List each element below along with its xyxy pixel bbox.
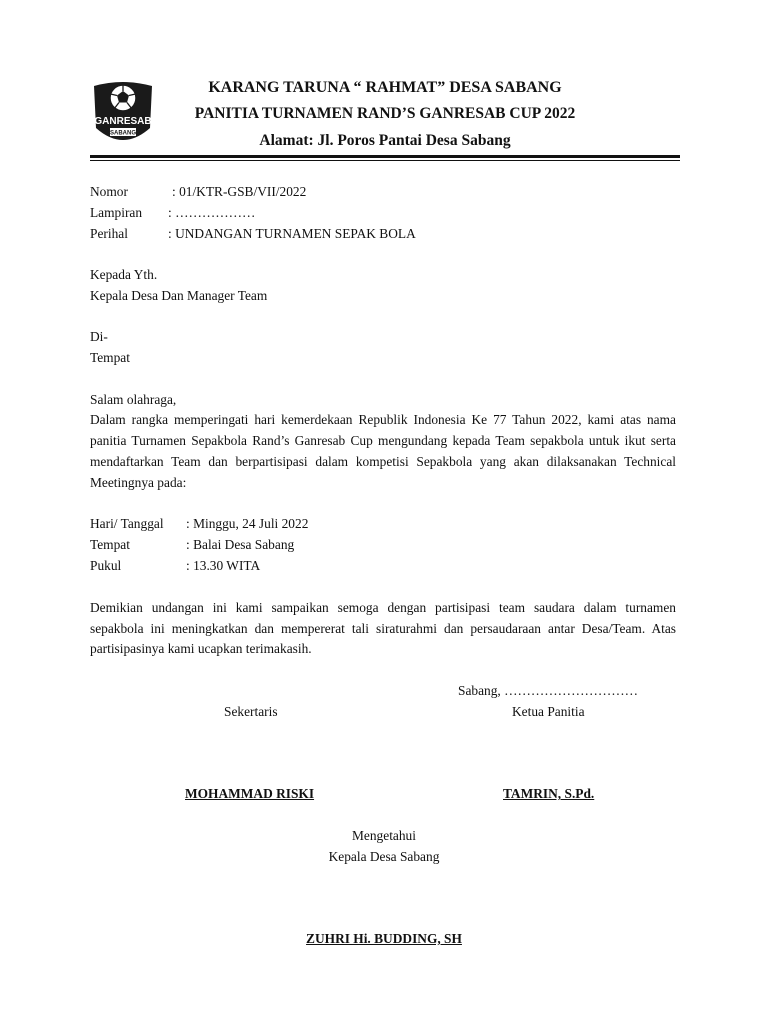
paragraph2-line: sepakbola ini meningkatkan dan mempererat tali siraturahmi dan persaudaraan antar Desa/Team. Atas <box>90 621 676 636</box>
meta-value-lampiran: : ……………… <box>168 205 256 220</box>
meta-label-lampiran: Lampiran <box>90 205 143 220</box>
meta-label-nomor: Nomor <box>90 184 128 199</box>
schedule-label-time: Pukul <box>90 558 122 573</box>
letterhead-address: Alamat: Jl. Poros Pantai Desa Sabang <box>259 132 511 149</box>
meta-value-nomor: : 01/KTR-GSB/VII/2022 <box>172 184 307 199</box>
salutation: Salam olahraga, <box>90 392 177 407</box>
paragraph1-line: Dalam rangka memperingati hari kemerdekaan Republik Indonesia Ke 77 Tahun 2022, kami atas nama <box>90 412 676 427</box>
logo-text-sub: SABANG <box>109 130 137 137</box>
signer-right-name: TAMRIN, S.Pd. <box>503 786 595 801</box>
recipient-greeting: Kepada Yth. <box>90 267 158 282</box>
acknowledge-role: Kepala Desa Sabang <box>328 849 440 864</box>
meta-value-perihal: : UNDANGAN TURNAMEN SEPAK BOLA <box>168 226 416 241</box>
letterhead-committee: PANITIA TURNAMEN RAND’S GANRESAB CUP 2022 <box>194 105 576 122</box>
paragraph1-line: mendaftarkan Team dan berpartisipasi dalam kompetisi Sepakbola yang akan dilaksanakan Technical <box>90 454 676 469</box>
logo-text-main: GANRESAB <box>94 116 152 127</box>
recipient-di: Di- <box>90 329 108 344</box>
schedule-value-date: : Minggu, 24 Juli 2022 <box>186 516 309 531</box>
recipient-name: Kepala Desa Dan Manager Team <box>90 288 268 303</box>
paragraph1-line: panitia Turnamen Sepakbola Rand’s Ganresab Cup mengundang kepada Team sepakbola untuk ikut serta <box>90 433 676 448</box>
meta-label-perihal: Perihal <box>90 226 128 241</box>
signer-right-role: Ketua Panitia <box>512 704 585 719</box>
letterhead-organization: KARANG TARUNA “ RAHMAT” DESA SABANG <box>208 79 562 96</box>
paragraph1-line: Meetingnya pada: <box>90 475 187 490</box>
paragraph2-line: partisipasinya kami ucapkan terimakasih. <box>90 641 312 656</box>
acknowledge-label: Mengetahui <box>352 828 416 843</box>
schedule-label-place: Tempat <box>90 537 130 552</box>
place-date: Sabang, ………………………… <box>458 683 639 698</box>
recipient-place: Tempat <box>90 350 130 365</box>
schedule-value-time: : 13.30 WITA <box>186 558 261 573</box>
letterhead-rule-thin <box>90 160 680 161</box>
schedule-label-date: Hari/ Tanggal <box>90 516 164 531</box>
schedule-value-place: : Balai Desa Sabang <box>186 537 295 552</box>
signer-left-role: Sekertaris <box>224 704 278 719</box>
paragraph2-line: Demikian undangan ini kami sampaikan semoga dengan partisipasi team saudara dalam turnamen <box>90 600 676 615</box>
signer-left-name: MOHAMMAD RISKI <box>185 786 315 801</box>
letterhead-rule-thick <box>90 155 680 158</box>
acknowledge-name: ZUHRI Hi. BUDDING, SH <box>306 931 462 946</box>
